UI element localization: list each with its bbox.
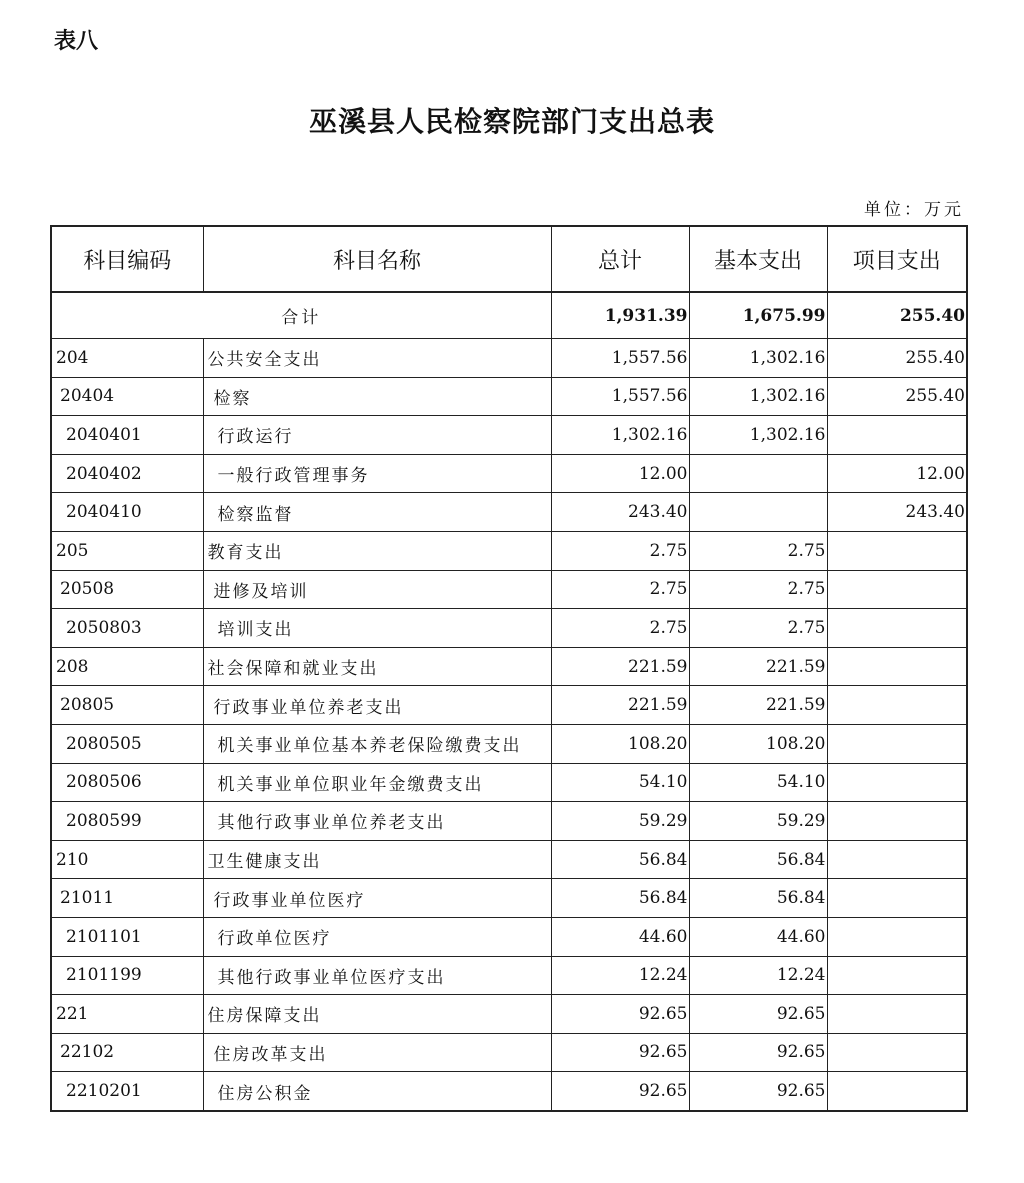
row-project [827, 570, 967, 609]
table-row [51, 917, 967, 956]
header-code: 科目编码 [51, 226, 203, 292]
row-project [827, 609, 967, 648]
row-total: 1,302.16 [551, 416, 689, 455]
row-basic: 1,302.16 [689, 339, 827, 378]
row-basic [689, 493, 827, 532]
row-basic: 12.24 [689, 956, 827, 995]
row-basic: 44.60 [689, 917, 827, 956]
row-project [827, 686, 967, 725]
row-total: 44.60 [551, 917, 689, 956]
row-name: 机关事业单位基本养老保险缴费支出 [203, 724, 551, 763]
row-project [827, 416, 967, 455]
row-basic: 2.75 [689, 570, 827, 609]
row-basic [689, 454, 827, 493]
row-name: 培训支出 [203, 609, 551, 648]
table-row [51, 840, 967, 879]
row-name: 住房保障支出 [203, 995, 551, 1034]
row-basic: 92.65 [689, 1033, 827, 1072]
total-row [51, 292, 967, 339]
row-project [827, 724, 967, 763]
row-code: 204 [51, 339, 203, 378]
table-row [51, 956, 967, 995]
row-code: 22102 [51, 1033, 203, 1072]
row-code: 221 [51, 995, 203, 1034]
row-name: 一般行政管理事务 [203, 454, 551, 493]
header-total: 总计 [551, 226, 689, 292]
header-project: 项目支出 [827, 226, 967, 292]
row-project: 243.40 [827, 493, 967, 532]
row-name: 社会保障和就业支出 [203, 647, 551, 686]
row-project [827, 995, 967, 1034]
row-name: 住房公积金 [203, 1072, 551, 1111]
row-project [827, 763, 967, 802]
expense-table [50, 225, 968, 1112]
row-code: 208 [51, 647, 203, 686]
row-project [827, 956, 967, 995]
row-basic: 2.75 [689, 531, 827, 570]
row-code: 2080506 [51, 763, 203, 802]
row-basic: 221.59 [689, 686, 827, 725]
table-row [51, 763, 967, 802]
row-code: 20805 [51, 686, 203, 725]
row-total: 54.10 [551, 763, 689, 802]
row-basic: 108.20 [689, 724, 827, 763]
row-code: 2040401 [51, 416, 203, 455]
header-row [51, 226, 967, 292]
row-total: 1,557.56 [551, 377, 689, 416]
table-row [51, 531, 967, 570]
row-code: 20508 [51, 570, 203, 609]
row-name: 其他行政事业单位养老支出 [203, 802, 551, 841]
row-name: 住房改革支出 [203, 1033, 551, 1072]
row-total: 56.84 [551, 879, 689, 918]
row-total: 2.75 [551, 570, 689, 609]
row-code: 210 [51, 840, 203, 879]
table-row [51, 416, 967, 455]
row-name: 卫生健康支出 [203, 840, 551, 879]
row-basic: 92.65 [689, 995, 827, 1034]
row-name: 行政运行 [203, 416, 551, 455]
page-title: 巫溪县人民检察院部门支出总表 [308, 105, 715, 138]
table-row [51, 1072, 967, 1111]
row-total: 92.65 [551, 995, 689, 1034]
row-code: 2101199 [51, 956, 203, 995]
row-project [827, 531, 967, 570]
row-code: 2050803 [51, 609, 203, 648]
row-total: 12.24 [551, 956, 689, 995]
row-name: 行政事业单位养老支出 [203, 686, 551, 725]
row-project [827, 840, 967, 879]
table-row [51, 647, 967, 686]
table-row [51, 1033, 967, 1072]
row-basic: 54.10 [689, 763, 827, 802]
row-basic: 59.29 [689, 802, 827, 841]
table-row [51, 995, 967, 1034]
table-row [51, 802, 967, 841]
row-basic: 2.75 [689, 609, 827, 648]
row-project [827, 1033, 967, 1072]
row-name: 其他行政事业单位医疗支出 [203, 956, 551, 995]
row-project [827, 917, 967, 956]
table-row [51, 493, 967, 532]
row-basic: 92.65 [689, 1072, 827, 1111]
row-name: 进修及培训 [203, 570, 551, 609]
row-name: 机关事业单位职业年金缴费支出 [203, 763, 551, 802]
table-row [51, 570, 967, 609]
row-project [827, 1072, 967, 1111]
row-code: 2080599 [51, 802, 203, 841]
row-total: 1,557.56 [551, 339, 689, 378]
row-total: 2.75 [551, 609, 689, 648]
table-row [51, 454, 967, 493]
table-row [51, 724, 967, 763]
row-code: 2040402 [51, 454, 203, 493]
total-total: 1,931.39 [551, 292, 689, 339]
table-label: 表八 [54, 29, 99, 54]
row-name: 公共安全支出 [203, 339, 551, 378]
row-project: 12.00 [827, 454, 967, 493]
row-total: 243.40 [551, 493, 689, 532]
row-name: 行政单位医疗 [203, 917, 551, 956]
table-row [51, 879, 967, 918]
row-code: 205 [51, 531, 203, 570]
table-row [51, 377, 967, 416]
row-name: 行政事业单位医疗 [203, 879, 551, 918]
row-code: 2101101 [51, 917, 203, 956]
row-total: 59.29 [551, 802, 689, 841]
row-code: 2080505 [51, 724, 203, 763]
row-total: 92.65 [551, 1072, 689, 1111]
row-total: 2.75 [551, 531, 689, 570]
row-basic: 56.84 [689, 840, 827, 879]
row-code: 20404 [51, 377, 203, 416]
row-total: 108.20 [551, 724, 689, 763]
row-project [827, 879, 967, 918]
header-name: 科目名称 [203, 226, 551, 292]
row-total: 92.65 [551, 1033, 689, 1072]
total-label: 合计 [51, 292, 551, 339]
row-code: 2210201 [51, 1072, 203, 1111]
row-project [827, 802, 967, 841]
row-total: 221.59 [551, 686, 689, 725]
row-name: 检察 [203, 377, 551, 416]
row-project: 255.40 [827, 377, 967, 416]
row-name: 检察监督 [203, 493, 551, 532]
total-project: 255.40 [827, 292, 967, 339]
total-basic: 1,675.99 [689, 292, 827, 339]
row-name: 教育支出 [203, 531, 551, 570]
table-row [51, 339, 967, 378]
row-total: 221.59 [551, 647, 689, 686]
row-basic: 221.59 [689, 647, 827, 686]
table-row [51, 609, 967, 648]
row-code: 2040410 [51, 493, 203, 532]
row-total: 56.84 [551, 840, 689, 879]
row-project: 255.40 [827, 339, 967, 378]
row-project [827, 647, 967, 686]
table-row [51, 686, 967, 725]
row-total: 12.00 [551, 454, 689, 493]
row-basic: 1,302.16 [689, 416, 827, 455]
row-code: 21011 [51, 879, 203, 918]
row-basic: 1,302.16 [689, 377, 827, 416]
header-basic: 基本支出 [689, 226, 827, 292]
unit-note: 单位：万元 [864, 200, 964, 220]
row-basic: 56.84 [689, 879, 827, 918]
